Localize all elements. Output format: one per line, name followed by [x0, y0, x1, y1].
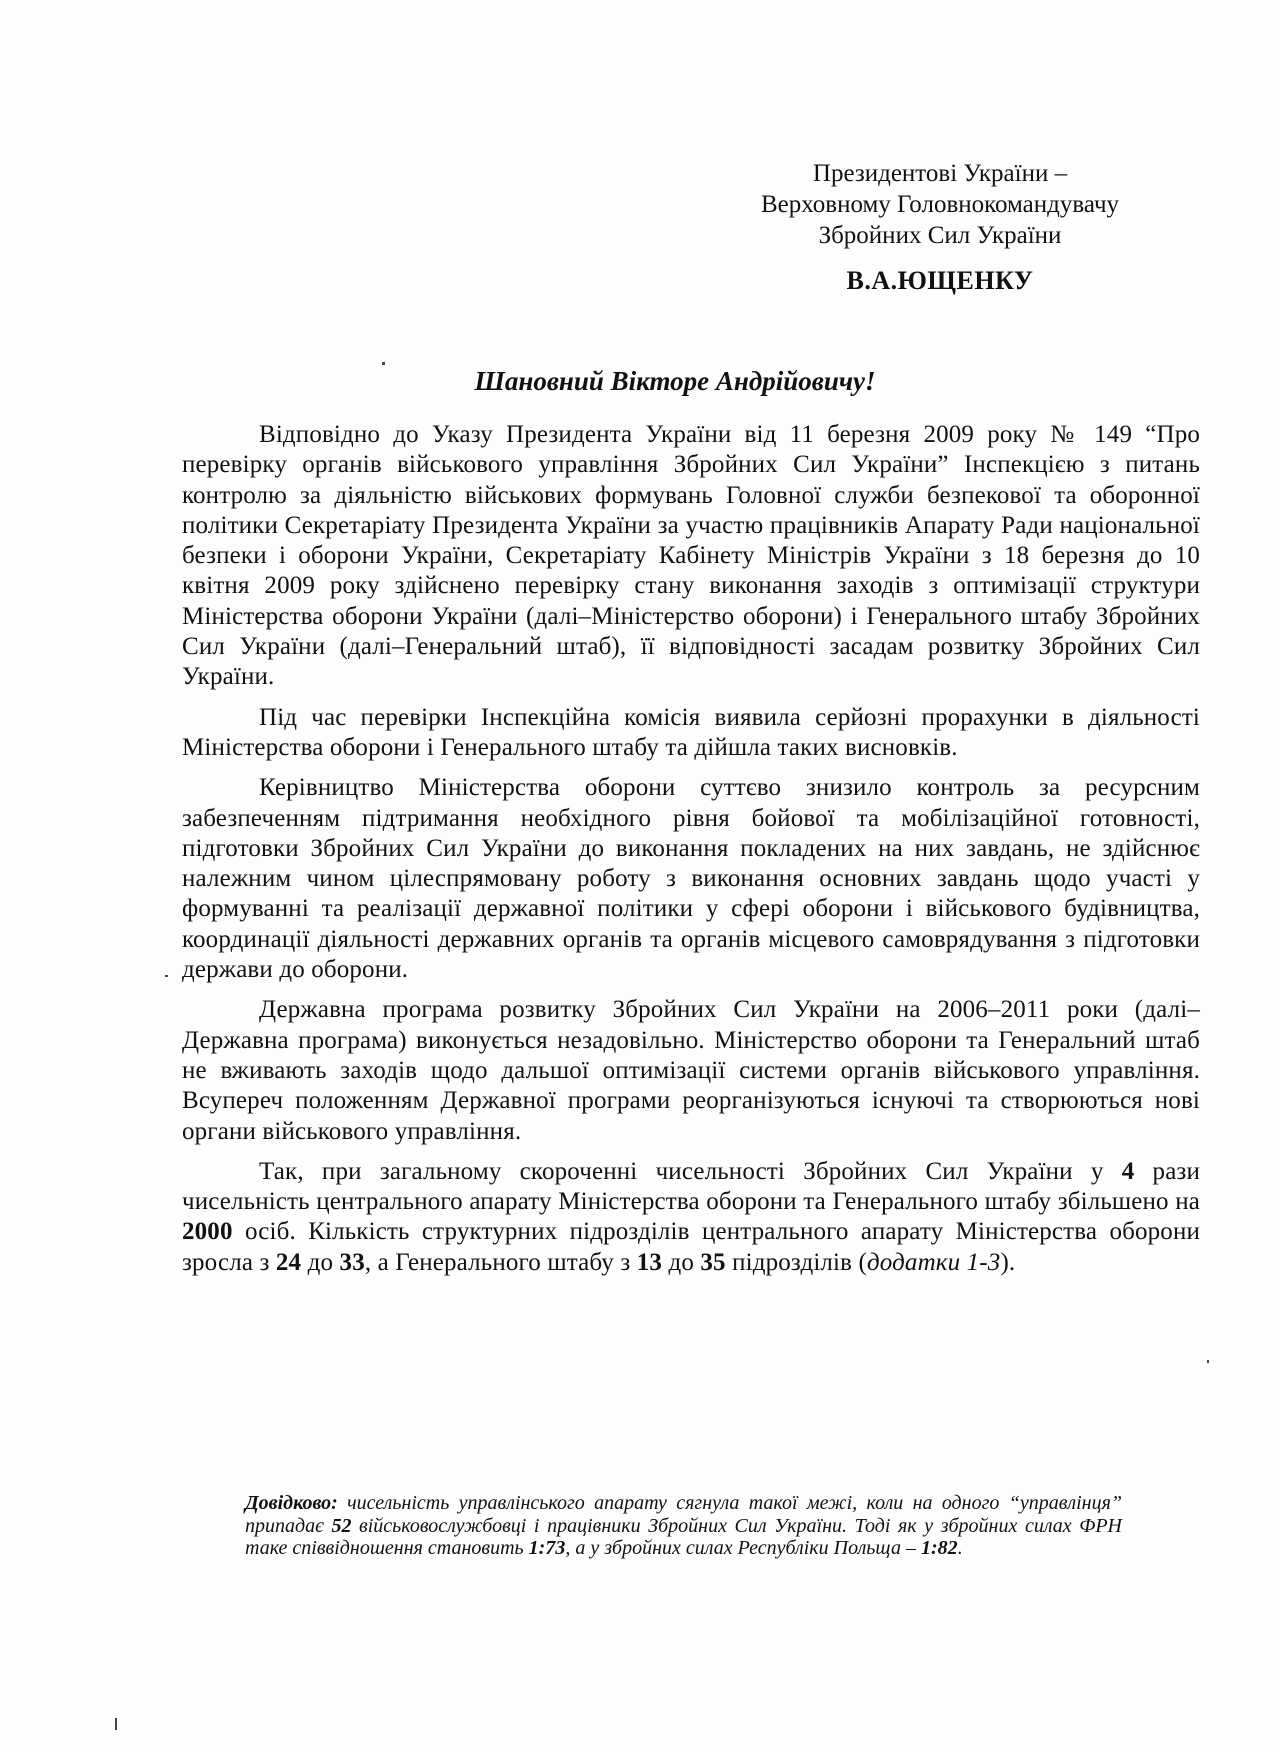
p5-text-6: до [662, 1248, 701, 1276]
p5-number-1: 4 [1121, 1157, 1135, 1185]
paragraph-4: Державна програма розвитку Збройних Сил України на 2006–2011 роки (далі–Державна програма) виконується незадовільно. Міністерство оборони та Генеральний штаб не вживають заходів щодо дальшої оптимізації системи органів військового управління. Всупереч положенням Державної програми реорганізуються існуючі та створюються нові органи військового управління. [182, 996, 1200, 1145]
note-label: Довідково: [245, 1492, 338, 1514]
paragraph-1: Відповідно до Указу Президента України від 11 березня 2009 року № 149 “Про перевірку органів військового управління Збройних Сил України” Інспекцією з питань контролю за діяльністю військових формувань Головної служби безпекової та оборонної політики Секретаріату Президента України за участю працівників Апарату Ради національної безпеки і оборони України, Секретаріату Кабінету Міністрів України з 18 березня до 10 квітня 2009 року здійснено перевірку стану виконання заходів з оптимізації структури Міністерства оборони України (далі–Міністерство оборони) і Генерального штабу Збройних Сил України (далі–Генеральний штаб), її відповідності засадам розвитку Збройних Сил України. [182, 421, 1200, 691]
paragraph-2: Під час перевірки Інспекційна комісія виявила серйозні прорахунки в діяльності Міністерства оборони і Генерального штабу та дійшла таких висновків. [182, 703, 1200, 761]
p5-appendix-ref: додатки 1-3 [867, 1248, 1001, 1276]
p5-text-7: підрозділів ( [725, 1248, 867, 1276]
p5-text-2: рази чисельність центрального апарату Міністерства оборони та Генерального штабу збільшено на [182, 1157, 1200, 1216]
note-text-1: чисельність управлінського апарату сягнула такої межі, коли на одного “управлінця” припадає [245, 1492, 1122, 1537]
p5-number-6: 35 [700, 1248, 726, 1276]
addressee-block [700, 158, 1180, 296]
salutation: Шановний Вікторе Андрійовичу! [474, 366, 876, 396]
p5-text-1: Так, при загальному скороченні чисельності Збройних Сил України у [259, 1157, 1122, 1185]
addressee-name: В.А.ЮЩЕНКУ [846, 266, 1034, 295]
note-text-2: військовослужбовці і працівники Збройних Сил України. Тоді як у збройних силах ФРН таке співвідношення становить [245, 1514, 1122, 1559]
scan-speck [382, 362, 385, 365]
p5-text-4: до [301, 1248, 340, 1276]
p5-text-5: , а Генерального штабу з [364, 1248, 637, 1276]
note-number-2: 1:73 [528, 1537, 566, 1559]
note-number-1: 52 [331, 1514, 352, 1537]
p5-number-2: 2000 [182, 1218, 233, 1246]
paragraph-3: Керівництво Міністерства оборони суттєво знизило контроль за ресурсним забезпеченням підтримання необхідного рівня бойової та мобілізаційної готовності, підготовки Збройних Сил України до виконання покладених на них завдань, не здійснює належним чином цілеспрямовану роботу з виконання основних завдань щодо участі у формуванні та реалізації державної політики у сфері оборони і військового будівництва, координації діяльності державних органів та органів місцевого самоврядування з підготовки держави до оборони. [182, 774, 1200, 984]
addressee-line-1: Президентові України – [812, 160, 1068, 187]
scan-speck [115, 1718, 117, 1730]
addressee-line-2: Верховному Головнокомандувачу [760, 191, 1120, 218]
p5-text-3: осіб. Кількість структурних підрозділів центрального апарату Міністерства оборони зросла з [182, 1218, 1200, 1276]
p5-number-4: 33 [339, 1248, 365, 1276]
addressee-line-3: Збройних Сил України [818, 222, 1062, 249]
note-text-3: , а у збройних силах Республіки Польща – [565, 1537, 922, 1559]
p5-number-5: 13 [636, 1248, 663, 1276]
scan-speck [1207, 1360, 1209, 1363]
note-text-4: . [957, 1537, 963, 1559]
reference-note [245, 1492, 1122, 1560]
p5-number-3: 24 [275, 1248, 302, 1276]
p5-text-8: ). [1000, 1248, 1016, 1276]
paragraph-5 [182, 1157, 1200, 1278]
scan-speck [165, 975, 168, 977]
letter-body [182, 420, 1200, 1288]
note-number-3: 1:82 [921, 1537, 958, 1559]
